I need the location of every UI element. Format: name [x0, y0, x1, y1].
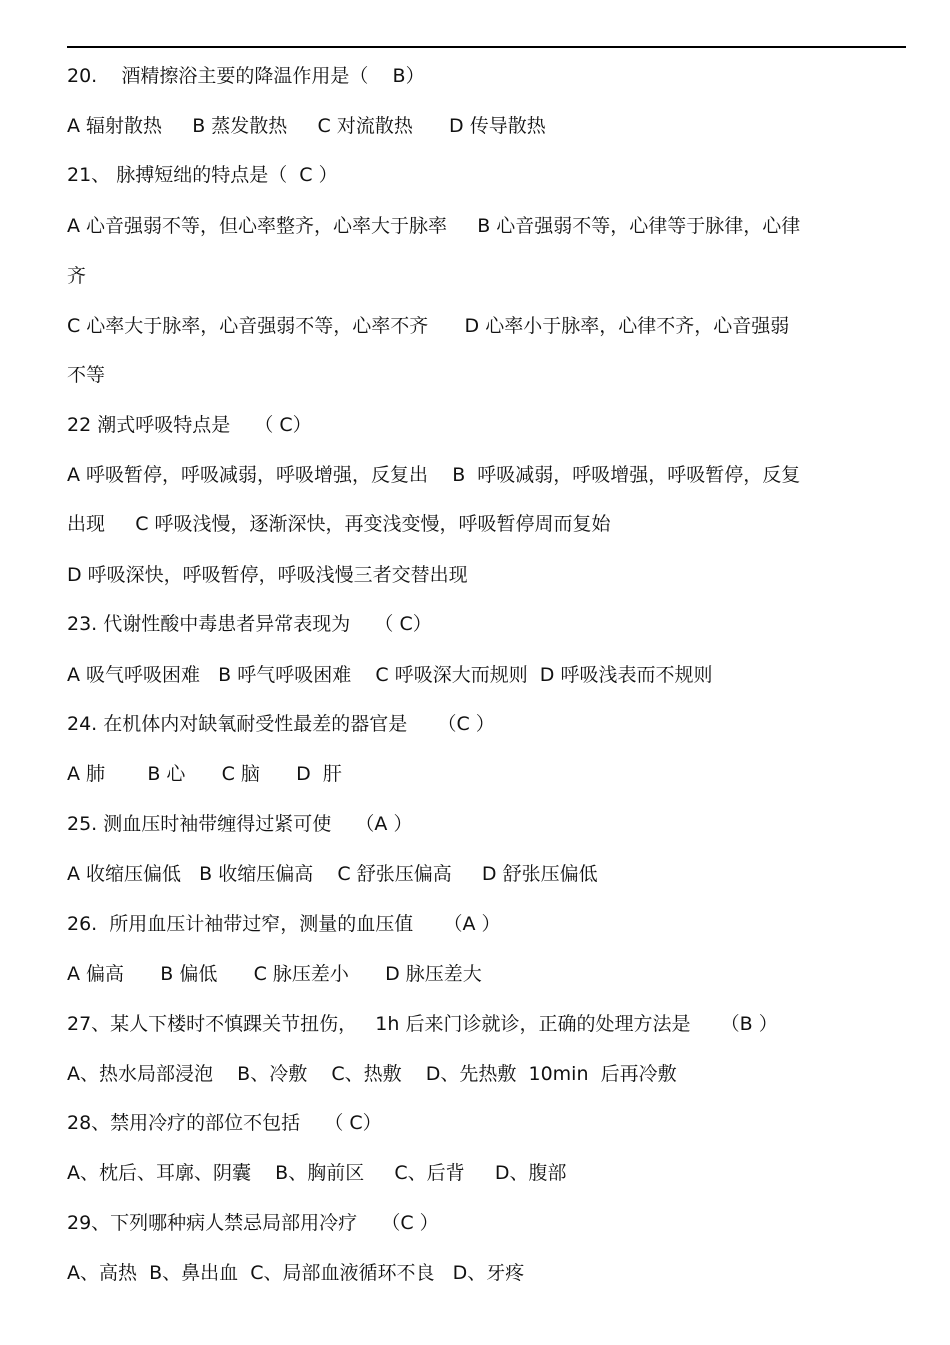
question-21: 21、 脉搏短绌的特点是（ C ）: [67, 164, 338, 186]
question-22: 22 潮式呼吸特点是 （ C）: [67, 414, 312, 436]
options-25: A 收缩压偏低 B 收缩压偏高 C 舒张压偏高 D 舒张压偏低: [67, 863, 598, 885]
question-24: 24. 在机体内对缺氧耐受性最差的器官是 （C ）: [67, 713, 495, 735]
question-20: 20. 酒精擦浴主要的降温作用是（ B）: [67, 65, 425, 87]
options-27: A、热水局部浸泡 B、冷敷 C、热敷 D、先热敷 10min 后再冷敷: [67, 1063, 677, 1085]
question-23: 23. 代谢性酸中毒患者异常表现为 （ C）: [67, 613, 432, 635]
question-27: 27、某人下楼时不慎踝关节扭伤， 1h 后来门诊就诊，正确的处理方法是 （B ）: [67, 1013, 778, 1035]
options-28: A、枕后、耳廓、阴囊 B、胸前区 C、后背 D、腹部: [67, 1162, 567, 1184]
options-26: A 偏高 B 偏低 C 脉压差小 D 脉压差大: [67, 963, 482, 985]
options-22-line3: D 呼吸深快，呼吸暂停，呼吸浅慢三者交替出现: [67, 564, 468, 586]
options-22-line2: 出现 C 呼吸浅慢，逐渐深快，再变浅变慢，呼吸暂停周而复始: [67, 513, 611, 535]
options-21-line1: A 心音强弱不等，但心率整齐，心率大于脉率 B 心音强弱不等，心律等于脉律，心律: [67, 215, 801, 237]
options-23: A 吸气呼吸困难 B 呼气呼吸困难 C 呼吸深大而规则 D 呼吸浅表而不规则: [67, 664, 713, 686]
options-21-line4: 不等: [67, 364, 106, 386]
question-29: 29、下列哪种病人禁忌局部用冷疗 （C ）: [67, 1212, 439, 1234]
question-26: 26. 所用血压计袖带过窄，测量的血压值 （A ）: [67, 913, 501, 935]
options-24: A 肺 B 心 C 脑 D 肝: [67, 763, 342, 785]
options-22-line1: A 呼吸暂停，呼吸减弱，呼吸增强，反复出 B 呼吸减弱，呼吸增强，呼吸暂停，反复: [67, 464, 801, 486]
options-20: A 辐射散热 B 蒸发散热 C 对流散热 D 传导散热: [67, 115, 546, 137]
question-25: 25. 测血压时袖带缠得过紧可使 （A ）: [67, 813, 413, 835]
question-28: 28、禁用冷疗的部位不包括 （ C）: [67, 1112, 382, 1134]
options-21-line3: C 心率大于脉率，心音强弱不等，心率不齐 D 心率小于脉率，心律不齐，心音强弱: [67, 315, 790, 337]
options-21-line2: 齐: [67, 265, 87, 287]
header-rule: [67, 46, 906, 48]
options-29: A、高热 B、鼻出血 C、局部血液循环不良 D、牙疼: [67, 1262, 525, 1284]
